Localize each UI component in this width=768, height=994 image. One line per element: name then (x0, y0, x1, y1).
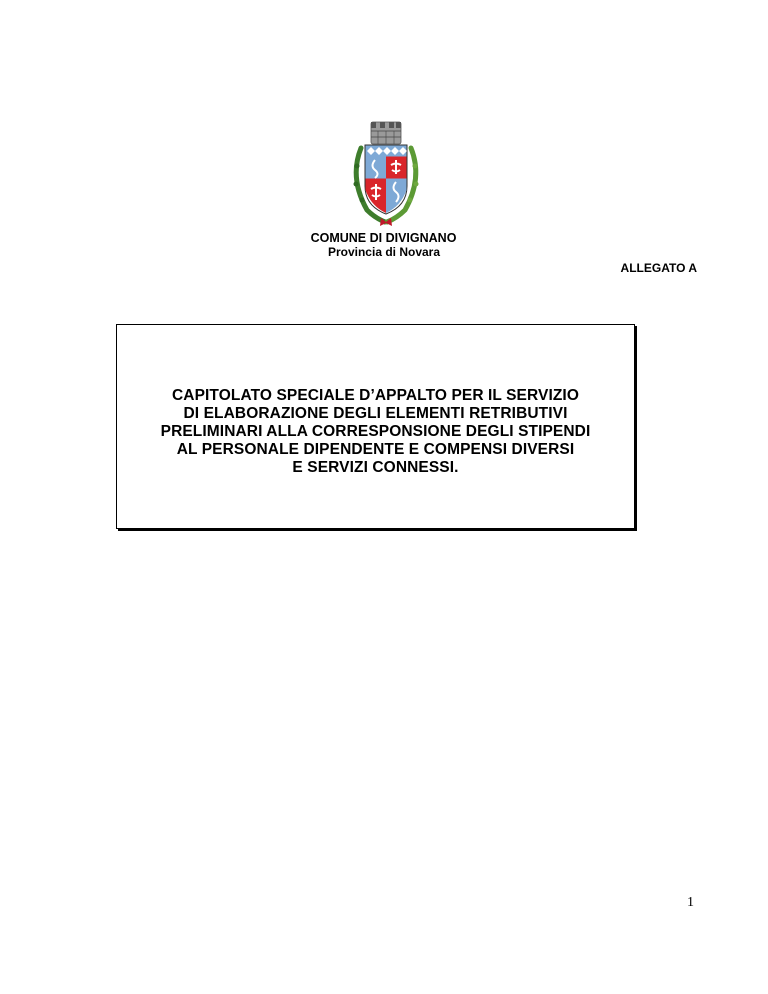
page-number: 1 (687, 895, 694, 910)
province-name: Provincia di Novara (327, 245, 441, 259)
municipality-name: COMUNE DI DIVIGNANO (310, 231, 457, 245)
ribbon-icon (380, 218, 392, 226)
document-header (0, 231, 768, 259)
title-line: CAPITOLATO SPECIALE D’APPALTO PER IL SERVIZIO (172, 387, 579, 404)
coat-of-arms-emblem (345, 118, 427, 228)
title-line: DI ELABORAZIONE DEGLI ELEMENTI RETRIBUTIVI (183, 405, 568, 422)
document-title (117, 387, 634, 477)
title-line: AL PERSONALE DIPENDENTE E COMPENSI DIVERSI (176, 441, 575, 458)
crown-icon (371, 122, 401, 144)
title-box (116, 324, 635, 529)
title-line: E SERVIZI CONNESSI. (292, 459, 459, 476)
attachment-label: ALLEGATO A (620, 261, 697, 275)
title-line: PRELIMINARI ALLA CORRESPONSIONE DEGLI STIPENDI (160, 423, 591, 440)
shield-icon (365, 145, 407, 214)
